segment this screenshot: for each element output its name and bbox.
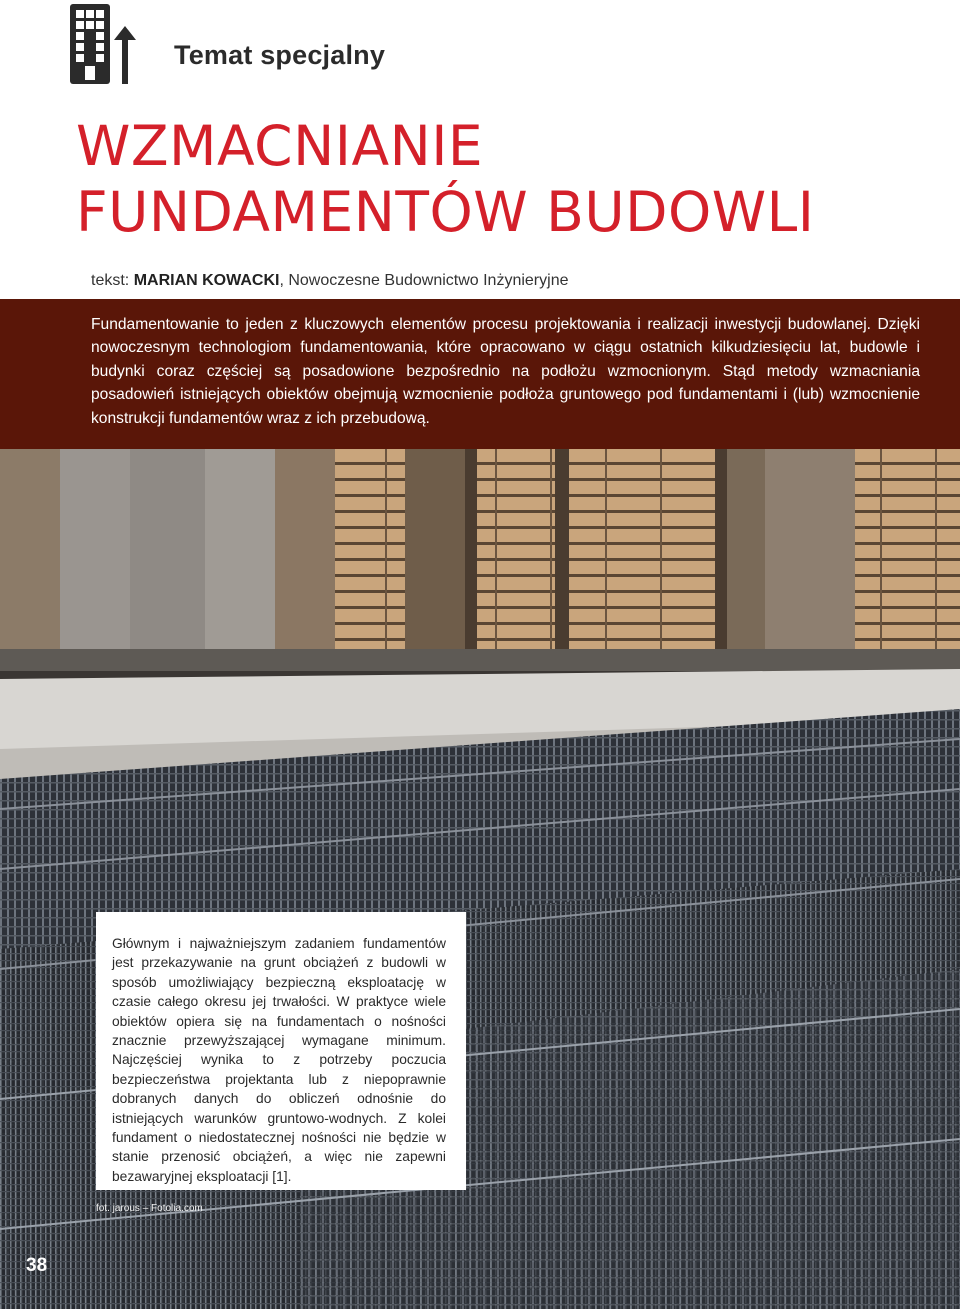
byline-prefix: tekst: [91,272,130,289]
page-number: 38 [26,1255,48,1276]
lead-paragraph: Fundamentowanie to jeden z kluczowych elementów procesu projektowania i realizacji inwestycji budowlanej. Dzięki nowoczesnym technologiom fundamentowania, które opracowano w ciągu ostatnich kilkudziesięciu lat, budowle i budynki coraz częściej są posadowione bezpośrednio na podłożu wzmocnionym. Stąd metody wzmacniania posadowień istniejących obiektów obejmują wzmocnienie podłoża gruntowego pod fundamentami i (lub) wzmocnienie konstrukcji fundamentów wraz z ich przebudową. [91,316,920,427]
publication-name: , Nowoczesne Budownictwo Inżynieryjne [279,272,569,289]
info-box [96,912,466,1190]
article-title-line2: FUNDAMENTÓW BUDOWLI [76,180,815,244]
section-label: Temat specjalny [174,40,386,70]
article-title-line1: WZMACNIANIE [76,114,484,178]
byline [91,272,568,290]
photo-credit: fot. jarous – Fotolia.com [96,1203,203,1214]
lead-box [0,299,960,449]
building-arrow-up-icon [70,4,142,84]
article-title [76,113,936,245]
info-box-text: Głównym i najważniejszym zadaniem fundamentów jest przekazywanie na grunt obciążeń z budowli w sposób umożliwiający bezpieczną eksploatację w czasie całego okresu jej trwałości. W praktyce wiele obiektów opiera się na fundamentach o nośności znacznie przewyższającej wymagane minimum. Najczęściej wynika to z potrzeby poczucia bezpieczeństwa projektanta lub z niepoprawnie dobranych danych do obliczeń odnośnie do istniejących warunków gruntowo-wodnych. Z kolei fundament o niedostatecznej nośności nie będzie w stanie przenosić obciążeń, a więc nie zapewni bezawaryjnej eksploatacji [1]. [112,936,446,1184]
author-name: MARIAN KOWACKI [133,272,280,289]
